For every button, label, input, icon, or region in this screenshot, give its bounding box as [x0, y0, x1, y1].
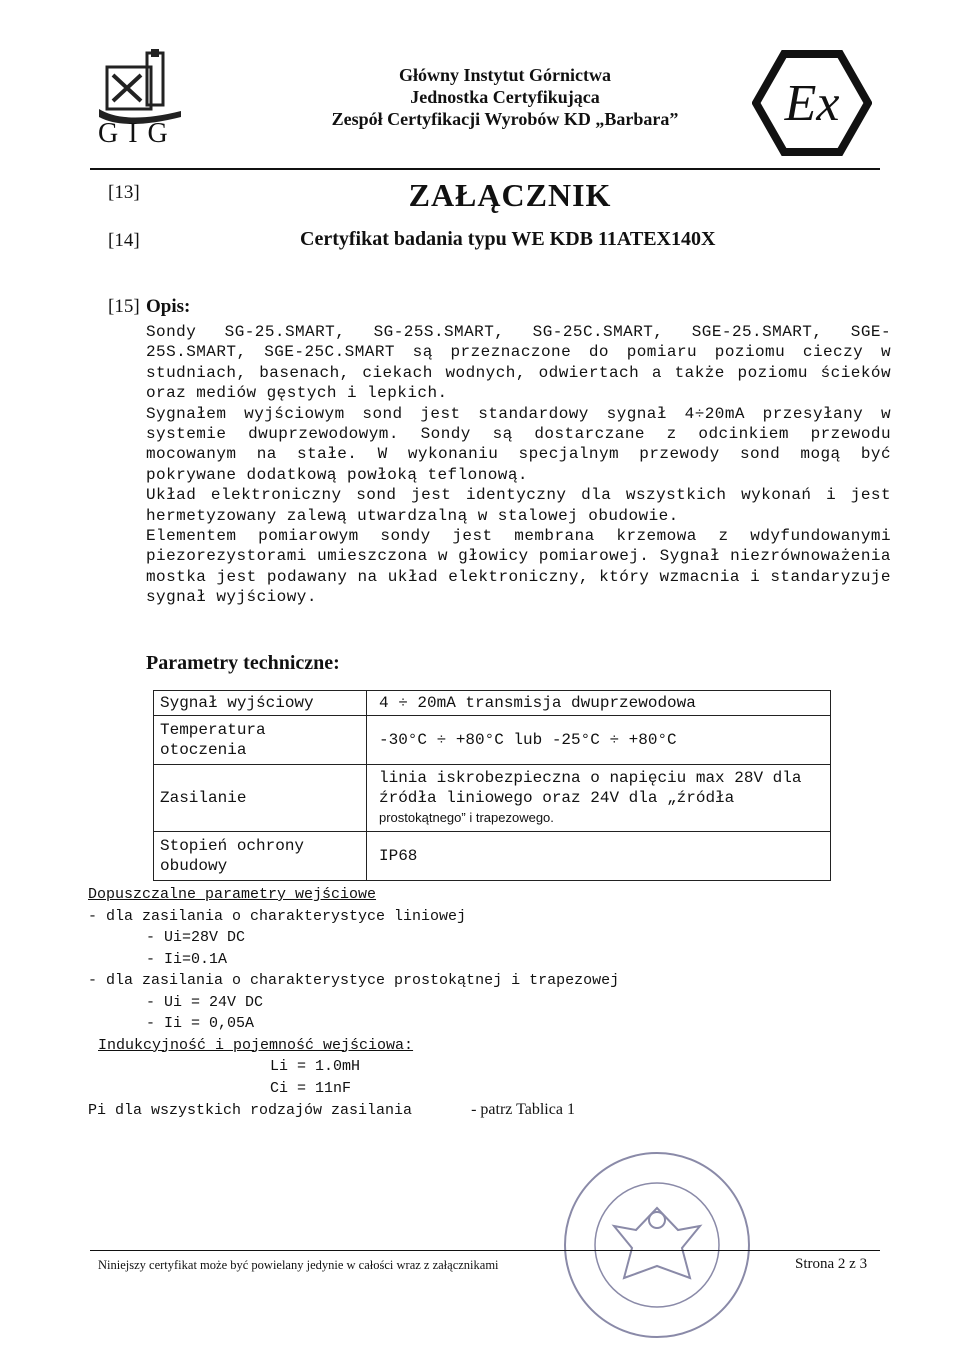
- permissible-ii: - Ii = 0,05A: [146, 1015, 255, 1032]
- footer-note: Niniejszy certyfikat może być powielany jedynie w całości wraz z załącznikami: [98, 1258, 499, 1272]
- param-value-cont: prostokątnego” i trapezowego.: [379, 810, 554, 825]
- table-row: [154, 832, 831, 881]
- pi-reference: - patrz Tablica 1: [471, 1101, 575, 1118]
- description-paragraph: Układ elektroniczny sond jest identyczny dla wszystkich wykonań i jest hermetyzowany zalewą utwardzalną w stalowej obudowie.: [146, 486, 891, 525]
- description-label: Opis:: [146, 296, 191, 317]
- certification-stamp-icon: [560, 1148, 755, 1343]
- permissible-line: - dla zasilania o charakterystyce liniowej: [88, 907, 467, 925]
- footer-divider: [90, 1250, 880, 1251]
- permissible-heading: Dopuszczalne parametry wejściowe: [88, 886, 377, 903]
- param-value: 4 ÷ 20mA transmisja dwuprzewodowa: [367, 691, 831, 716]
- certificate-title: Certyfikat badania typu WE KDB 11ATEX140X: [300, 228, 716, 250]
- institute-line-3: Zespół Certyfikacji Wyrobów KD „Barbara”: [331, 109, 679, 129]
- item-14-number: [14]: [108, 230, 140, 251]
- inductance-value: Li = 1.0mH: [270, 1058, 361, 1075]
- param-label: Zasilanie: [154, 765, 367, 832]
- table-row: [154, 716, 831, 765]
- parameters-table: [153, 690, 831, 881]
- pi-text: Pi dla wszystkich rodzajów zasilania: [88, 1102, 413, 1119]
- permissible-line: - dla zasilania o charakterystyce prostokątnej i trapezowej: [88, 972, 620, 989]
- param-value-cell: [367, 765, 831, 832]
- pi-line: [88, 1099, 619, 1122]
- description-paragraph: Elementem pomiarowym sondy jest membrana krzemowa z wdyfundowanymi piezorezystorami umieszczona w głowicy pomiarowej. Sygnał niezrównoważenia mostka jest podawany na układ elektroniczny, który wzmacnia i standaryzuje sygnał wyjściowy.: [146, 527, 891, 607]
- param-label: Sygnał wyjściowy: [154, 691, 367, 716]
- description-paragraph: Sygnałem wyjściowym sond jest standardowy sygnał 4÷20mA przesyłany w systemie dwuprzewodowym. Sondy są dostarczane z odcinkiem przewodu mocowanym na stałe. W wykonaniu specjalnym przewody sond mogą być pokrywane dodatkową powłoką teflonową.: [146, 404, 891, 484]
- parameters-heading: Parametry techniczne:: [146, 652, 340, 674]
- permissible-ii: - Ii=0.1A: [146, 950, 228, 968]
- param-label: Temperatura otoczenia: [154, 716, 367, 765]
- logo-text: GIG: [98, 118, 178, 149]
- param-label: Stopień ochrony obudowy: [154, 832, 367, 881]
- institute-name: [290, 64, 720, 130]
- ex-hexagon-icon: [752, 48, 872, 158]
- param-value: linia iskrobezpieczna o napięciu max 28V dla źródła liniowego oraz 24V dla „źródła: [379, 769, 802, 807]
- item-15-number: [15]: [108, 296, 140, 317]
- institute-line-1: Główny Instytut Górnictwa: [398, 65, 611, 85]
- page-number: Strona 2 z 3: [795, 1256, 868, 1272]
- ex-mark-text: Ex: [784, 75, 840, 132]
- institute-line-2: Jednostka Certyfikująca: [410, 87, 600, 107]
- description-paragraph: Sondy SG-25.SMART, SG-25S.SMART, SG-25C.SMART, SGE-25.SMART, SGE-25S.SMART, SGE-25C.SMART są przeznaczone do pomiaru poziomu cieczy w studniach, basenach, ciekach wodnych, odwiertach a także poziomu ścieków oraz mediów gęstych i lepkich.: [146, 323, 891, 403]
- item-13-number: [13]: [108, 182, 140, 203]
- permissible-ui: - Ui=28V DC: [146, 929, 246, 946]
- param-value: IP68: [367, 832, 831, 881]
- table-row: [154, 691, 831, 716]
- page-title: ZAŁĄCZNIK: [408, 177, 612, 213]
- permissible-ui: - Ui = 24V DC: [146, 993, 264, 1011]
- description-text: [146, 322, 891, 608]
- inductance-heading: Indukcyjność i pojemność wejściowa:: [98, 1036, 414, 1054]
- header-divider: [90, 168, 880, 170]
- capacitance-value: Ci = 11nF: [270, 1079, 352, 1097]
- table-row: [154, 765, 831, 832]
- permissible-parameters: [88, 884, 619, 1122]
- param-value: -30°C ÷ +80°C lub -25°C ÷ +80°C: [367, 716, 831, 765]
